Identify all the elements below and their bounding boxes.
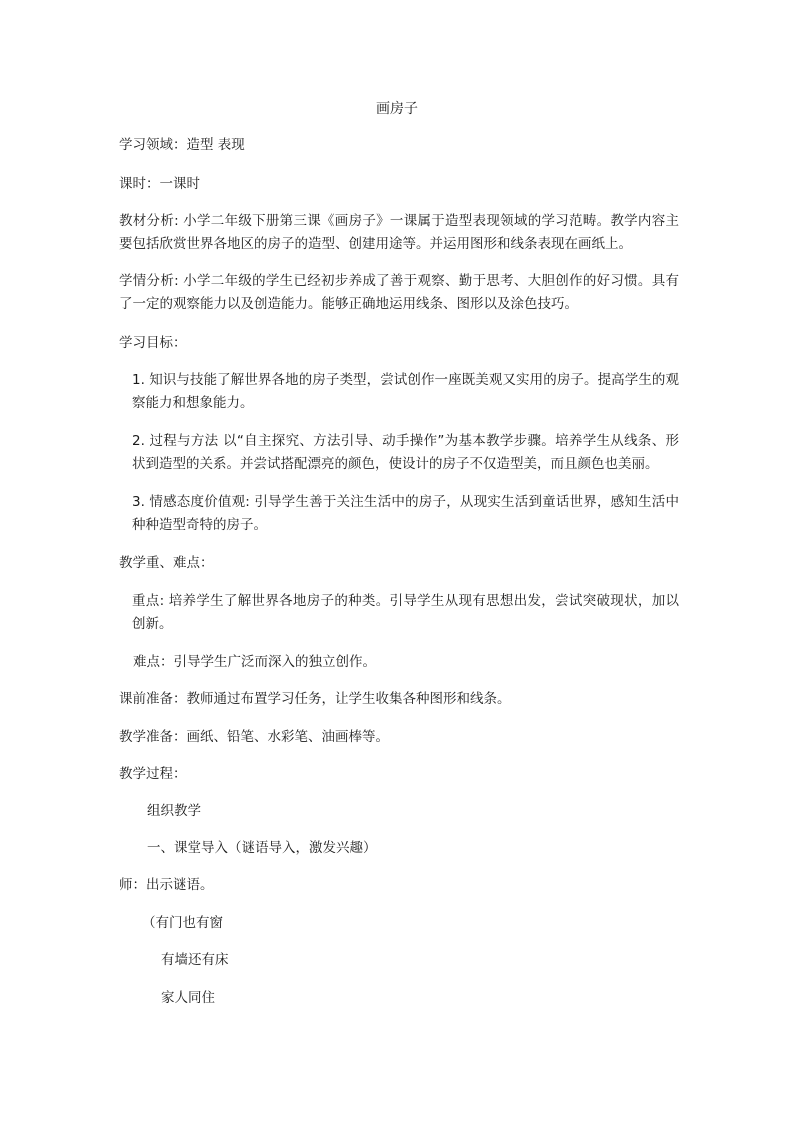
textbook-analysis: 教材分析: 小学二年级下册第三课《画房子》一课属于造型表现领域的学习范畴。教学内容主要包括欣赏世界各地区的房子的造型、创建用途等。并运用图形和线条表现在画纸上。 xyxy=(119,213,679,252)
learning-field: 学习领域：造型 表现 xyxy=(119,137,245,153)
key-points-heading: 教学重、难点： xyxy=(119,555,214,571)
document-title: 画房子 xyxy=(376,101,418,117)
riddle-line: （有门也有窗 xyxy=(142,915,223,931)
organize-teaching: 组织教学 xyxy=(147,803,201,819)
pre-class-preparation: 课前准备：教师通过布置学习任务，让学生收集各种图形和线条。 xyxy=(119,691,511,707)
difficult-point: 难点：引导学生广泛而深入的独立创作。 xyxy=(133,654,376,670)
objective-item: 1. 知识与技能了解世界各地的房子类型，尝试创作一座既美观又实用的房子。提高学生的观察能力和想象能力。 xyxy=(132,372,679,411)
key-point: 重点: 培养学生了解世界各地房子的种类。引导学生从现有思想出发，尝试突破现状，加以创新。 xyxy=(132,593,679,632)
objective-item: 2. 过程与方法 以“自主探究、方法引导、动手操作”为基本教学步骤。培养学生从线条、形状到造型的关系。并尝试搭配漂亮的颜色，使设计的房子不仅造型美，而且颜色也美丽。 xyxy=(132,433,679,472)
teaching-materials: 教学准备：画纸、铅笔、水彩笔、油画棒等。 xyxy=(119,729,389,745)
riddle-line: 家人同住 xyxy=(161,990,215,1006)
section-one-heading: 一、课堂导入（谜语导入，激发兴趣） xyxy=(147,840,377,856)
objectives-heading: 学习目标： xyxy=(119,335,187,351)
class-hours: 课时：一课时 xyxy=(119,176,200,192)
process-heading: 教学过程： xyxy=(119,766,187,782)
teacher-riddle: 师：出示谜语。 xyxy=(119,877,214,893)
student-analysis: 学情分析: 小学二年级的学生已经初步养成了善于观察、勤于思考、大胆创作的好习惯。具有了一定的观察能力以及创造能力。能够正确地运用线条、图形以及涂色技巧。 xyxy=(119,273,679,312)
riddle-line: 有墙还有床 xyxy=(161,952,229,968)
objective-item: 3. 情感态度价值观: 引导学生善于关注生活中的房子，从现实生活到童话世界，感知生活中种种造型奇特的房子。 xyxy=(132,494,679,533)
